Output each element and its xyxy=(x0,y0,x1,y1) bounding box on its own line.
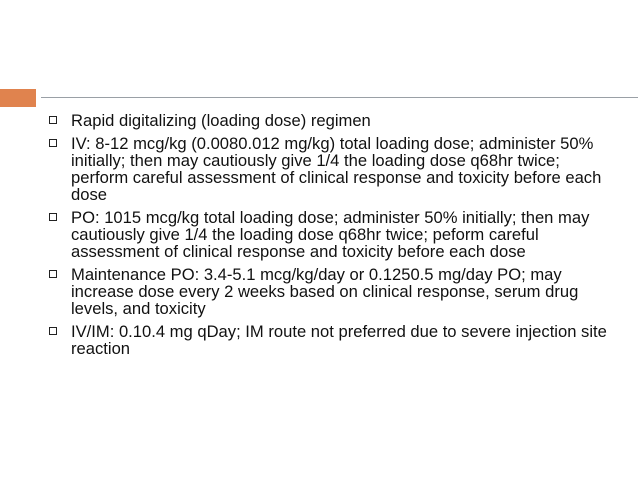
square-bullet-icon xyxy=(49,213,57,221)
bullet-text: Maintenance PO: 3.4-5.1 mcg/kg/day or 0.1250.5 mg/day PO; may increase dose every 2 weeks based on clinical response, serum drug levels, and toxicity xyxy=(71,265,579,318)
bullet-item xyxy=(49,209,619,260)
bullet-text: Rapid digitalizing (loading dose) regimen xyxy=(71,111,371,130)
bullet-list xyxy=(49,112,619,357)
square-bullet-icon xyxy=(49,116,57,124)
bullet-item xyxy=(49,266,619,317)
bullet-item xyxy=(49,323,619,357)
square-bullet-icon xyxy=(49,270,57,278)
bullet-item xyxy=(49,135,619,203)
bullet-text: IV: 8-12 mcg/kg (0.0080.012 mg/kg) total loading dose; administer 50% initially; then may cautiously give 1/4 the loading dose q68hr twice; perform careful assessment of clinical response and toxicity before each dose xyxy=(71,134,602,204)
bullet-item xyxy=(49,112,619,129)
header-rule xyxy=(0,89,638,107)
bullet-text: PO: 1015 mcg/kg total loading dose; administer 50% initially; then may cautiously give 1/4 the loading dose q68hr twice; peform careful assessment of clinical response and toxicity before each dose xyxy=(71,208,590,261)
square-bullet-icon xyxy=(49,327,57,335)
bullet-text: IV/IM: 0.10.4 mg qDay; IM route not preferred due to severe injection site reaction xyxy=(71,322,607,358)
square-bullet-icon xyxy=(49,139,57,147)
accent-block xyxy=(0,89,36,107)
slide-content xyxy=(49,112,619,363)
divider-line xyxy=(41,97,638,98)
